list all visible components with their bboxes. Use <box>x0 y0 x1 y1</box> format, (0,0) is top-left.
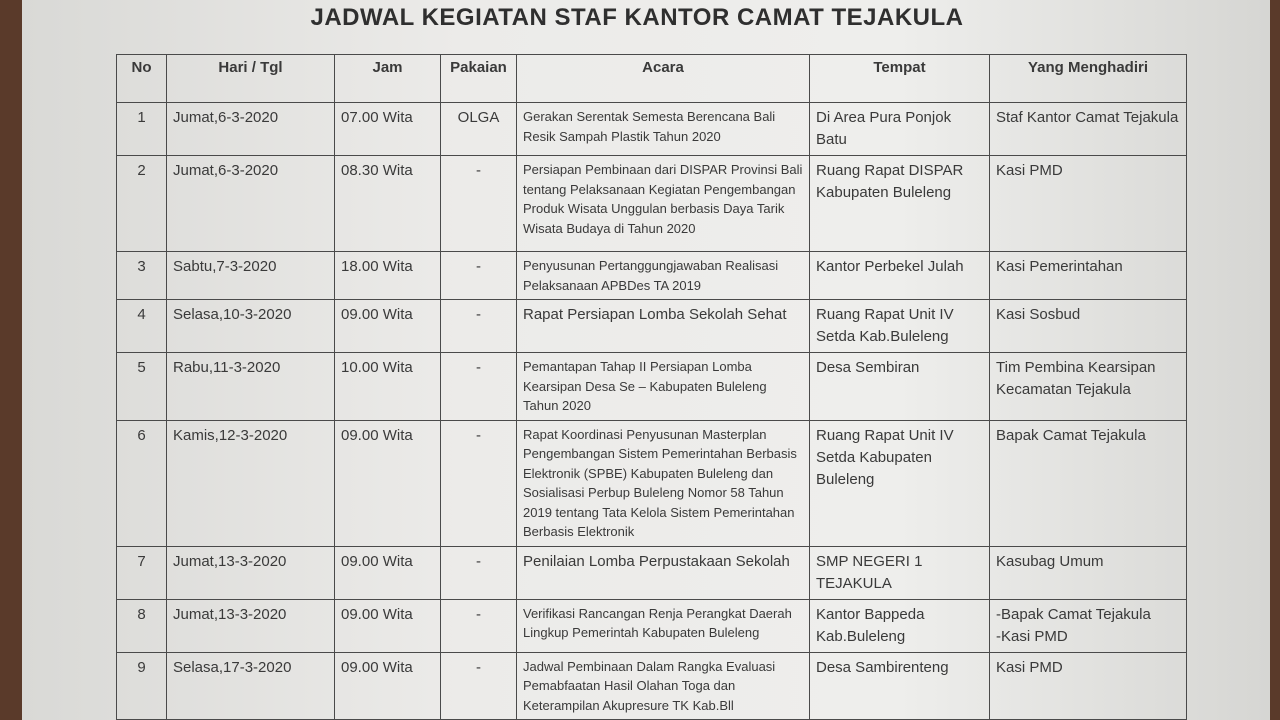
cell-no: 5 <box>117 353 167 421</box>
cell-no: 9 <box>117 652 167 720</box>
header-tempat: Tempat <box>810 55 990 103</box>
cell-tempat: Ruang Rapat Unit IV Setda Kabupaten Buleleng <box>810 420 990 546</box>
cell-tempat: Di Area Pura Ponjok Batu <box>810 103 990 156</box>
cell-no: 2 <box>117 156 167 252</box>
table-row <box>117 599 1187 652</box>
cell-jam: 09.00 Wita <box>335 300 441 353</box>
cell-tempat: Kantor Perbekel Julah <box>810 252 990 300</box>
cell-no: 7 <box>117 546 167 599</box>
cell-tempat: Ruang Rapat DISPAR Kabupaten Buleleng <box>810 156 990 252</box>
cell-pakaian: - <box>441 546 517 599</box>
cell-hari-tgl: Jumat,13-3-2020 <box>167 599 335 652</box>
cell-pakaian: - <box>441 652 517 720</box>
cell-hari-tgl: Sabtu,7-3-2020 <box>167 252 335 300</box>
header-yang-menghadiri: Yang Menghadiri <box>990 55 1187 103</box>
table-row <box>117 252 1187 300</box>
cell-tempat: Ruang Rapat Unit IV Setda Kab.Buleleng <box>810 300 990 353</box>
cell-yang-menghadiri: Kasi PMD <box>990 156 1187 252</box>
document-page <box>22 0 1270 720</box>
cell-tempat: Desa Sembiran <box>810 353 990 421</box>
cell-jam: 08.30 Wita <box>335 156 441 252</box>
cell-pakaian: - <box>441 156 517 252</box>
cell-jam: 09.00 Wita <box>335 420 441 546</box>
cell-hari-tgl: Selasa,10-3-2020 <box>167 300 335 353</box>
cell-jam: 18.00 Wita <box>335 252 441 300</box>
cell-no: 3 <box>117 252 167 300</box>
table-row <box>117 103 1187 156</box>
cell-acara: Penyusunan Pertanggungjawaban Realisasi Pelaksanaan APBDes TA 2019 <box>517 252 810 300</box>
cell-yang-menghadiri: Kasi Sosbud <box>990 300 1187 353</box>
header-acara: Acara <box>517 55 810 103</box>
cell-pakaian: - <box>441 252 517 300</box>
cell-acara: Rapat Koordinasi Penyusunan Masterplan Pengembangan Sistem Pemerintahan Berbasis Elektronik (SPBE) Kabupaten Buleleng dan Sosialisasi Perbup Buleleng Nomor 58 Tahun 2019 tentang Tata Kelola Sistem Pemerintahan Berbasis Elektronik <box>517 420 810 546</box>
document-title: JADWAL KEGIATAN STAF KANTOR CAMAT TEJAKULA <box>310 4 964 31</box>
cell-jam: 09.00 Wita <box>335 652 441 720</box>
cell-yang-menghadiri: -Bapak Camat Tejakula -Kasi PMD <box>990 599 1187 652</box>
table-row <box>117 652 1187 720</box>
cell-acara: Persiapan Pembinaan dari DISPAR Provinsi Bali tentang Pelaksanaan Kegiatan Pengembangan Produk Wisata Unggulan berbasis Daya Tarik Wisata Budaya di Tahun 2020 <box>517 156 810 252</box>
table-row <box>117 420 1187 546</box>
cell-tempat: Desa Sambirenteng <box>810 652 990 720</box>
cell-pakaian: - <box>441 353 517 421</box>
cell-acara: Pemantapan Tahap II Persiapan Lomba Kearsipan Desa Se – Kabupaten Buleleng Tahun 2020 <box>517 353 810 421</box>
cell-acara: Gerakan Serentak Semesta Berencana Bali Resik Sampah Plastik Tahun 2020 <box>517 103 810 156</box>
cell-acara: Penilaian Lomba Perpustakaan Sekolah <box>517 546 810 599</box>
cell-acara: Jadwal Pembinaan Dalam Rangka Evaluasi Pemabfaatan Hasil Olahan Toga dan Keterampilan Akupresure TK Kab.Bll <box>517 652 810 720</box>
cell-yang-menghadiri: Tim Pembina Kearsipan Kecamatan Tejakula <box>990 353 1187 421</box>
table-row <box>117 353 1187 421</box>
cell-jam: 09.00 Wita <box>335 546 441 599</box>
cell-hari-tgl: Jumat,6-3-2020 <box>167 103 335 156</box>
cell-yang-menghadiri: Staf Kantor Camat Tejakula <box>990 103 1187 156</box>
cell-hari-tgl: Selasa,17-3-2020 <box>167 652 335 720</box>
table-row <box>117 156 1187 252</box>
cell-no: 8 <box>117 599 167 652</box>
table-row <box>117 300 1187 353</box>
cell-jam: 10.00 Wita <box>335 353 441 421</box>
cell-no: 1 <box>117 103 167 156</box>
cell-pakaian: - <box>441 599 517 652</box>
cell-pakaian: - <box>441 300 517 353</box>
table-header-row <box>117 55 1187 103</box>
cell-jam: 07.00 Wita <box>335 103 441 156</box>
cell-hari-tgl: Rabu,11-3-2020 <box>167 353 335 421</box>
header-no: No <box>117 55 167 103</box>
cell-yang-menghadiri: Kasi Pemerintahan <box>990 252 1187 300</box>
cell-hari-tgl: Jumat,6-3-2020 <box>167 156 335 252</box>
cell-acara: Rapat Persiapan Lomba Sekolah Sehat <box>517 300 810 353</box>
table-row <box>117 546 1187 599</box>
header-jam: Jam <box>335 55 441 103</box>
cell-pakaian: - <box>441 420 517 546</box>
cell-tempat: Kantor Bappeda Kab.Buleleng <box>810 599 990 652</box>
header-pakaian: Pakaian <box>441 55 517 103</box>
header-hari-tgl: Hari / Tgl <box>167 55 335 103</box>
cell-yang-menghadiri: Bapak Camat Tejakula <box>990 420 1187 546</box>
schedule-table <box>116 54 1187 720</box>
cell-yang-menghadiri: Kasubag Umum <box>990 546 1187 599</box>
cell-hari-tgl: Kamis,12-3-2020 <box>167 420 335 546</box>
cell-no: 6 <box>117 420 167 546</box>
cell-no: 4 <box>117 300 167 353</box>
cell-tempat: SMP NEGERI 1 TEJAKULA <box>810 546 990 599</box>
cell-hari-tgl: Jumat,13-3-2020 <box>167 546 335 599</box>
cell-pakaian: OLGA <box>441 103 517 156</box>
cell-yang-menghadiri: Kasi PMD <box>990 652 1187 720</box>
cell-acara: Verifikasi Rancangan Renja Perangkat Daerah Lingkup Pemerintah Kabupaten Buleleng <box>517 599 810 652</box>
cell-jam: 09.00 Wita <box>335 599 441 652</box>
